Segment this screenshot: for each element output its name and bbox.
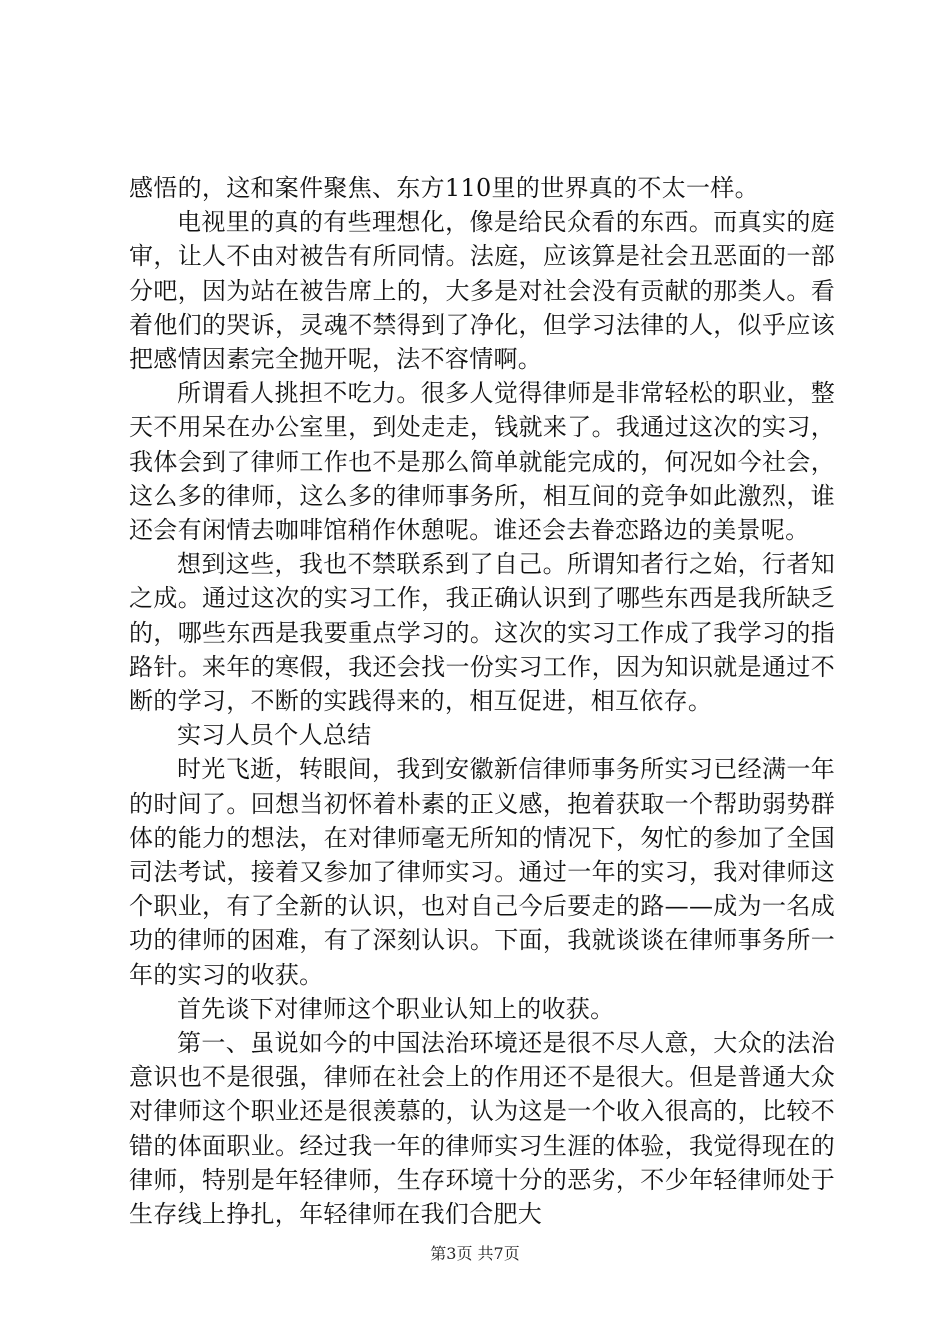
document-body bbox=[129, 171, 835, 1231]
paragraph-first-point: 第一、虽说如今的中国法治环境还是很不尽人意，大众的法治意识也不是很强，律师在社会上的作用还不是很大。但是普通大众对律师这个职业还是很羡慕的，认为这是一个收入很高的，比较不错的体面职业。经过我一年的律师实习生涯的体验，我觉得现在的律师，特别是年轻律师，生存环境十分的恶劣，不少年轻律师处于生存线上挣扎，年轻律师在我们合肥大 bbox=[129, 1029, 835, 1229]
paragraph-tv-trial: 电视里的真的有些理想化，像是给民众看的东西。而真实的庭审，让人不由对被告有所同情。法庭，应该算是社会丑恶面的一部分吧，因为站在被告席上的，大多是对社会没有贡献的那类人。看着他们的哭诉，灵魂不禁得到了净化，但学习法律的人，似乎应该把感情因素完全抛开呢，法不容情啊。 bbox=[129, 208, 835, 374]
paragraph-continuation: 感悟的，这和案件聚焦、东方110里的世界真的不太一样。 bbox=[129, 174, 759, 202]
paragraph-reflection: 想到这些，我也不禁联系到了自己。所谓知者行之始，行者知之成。通过这次的实习工作，我正确认识到了哪些东西是我所缺乏的，哪些东西是我要重点学习的。这次的实习工作成了我学习的指路针。来年的寒假，我还会找一份实习工作，因为知识就是通过不断的学习，不断的实践得来的，相互促进，相互依存。 bbox=[129, 550, 835, 716]
page-number-footer: 第3页 共7页 bbox=[430, 1244, 520, 1263]
paragraph-topic: 首先谈下对律师这个职业认知上的收获。 bbox=[177, 994, 615, 1023]
paragraph-intro: 时光飞逝，转眼间，我到安徽新信律师事务所实习已经满一年的时间了。回想当初怀着朴素的正义感，抱着获取一个帮助弱势群体的能力的想法，在对律师毫无所知的情况下，匆忙的参加了全国司法考试，接着又参加了律师实习。通过一年的实习，我对律师这个职业，有了全新的认识，也对自己今后要走的路——成为一名成功的律师的困难，有了深刻认识。下面，我就谈谈在律师事务所一年的实习的收获。 bbox=[129, 755, 835, 989]
paragraph-lawyer-work: 所谓看人挑担不吃力。很多人觉得律师是非常轻松的职业，整天不用呆在办公室里，到处走走，钱就来了。我通过这次的实习，我体会到了律师工作也不是那么简单就能完成的，何况如今社会，这么多的律师，这么多的律师事务所，相互间的竞争如此激烈，谁还会有闲情去咖啡馆稍作休憩呢。谁还会去眷恋路边的美景呢。 bbox=[129, 379, 835, 545]
section-heading: 实习人员个人总结 bbox=[177, 721, 372, 750]
